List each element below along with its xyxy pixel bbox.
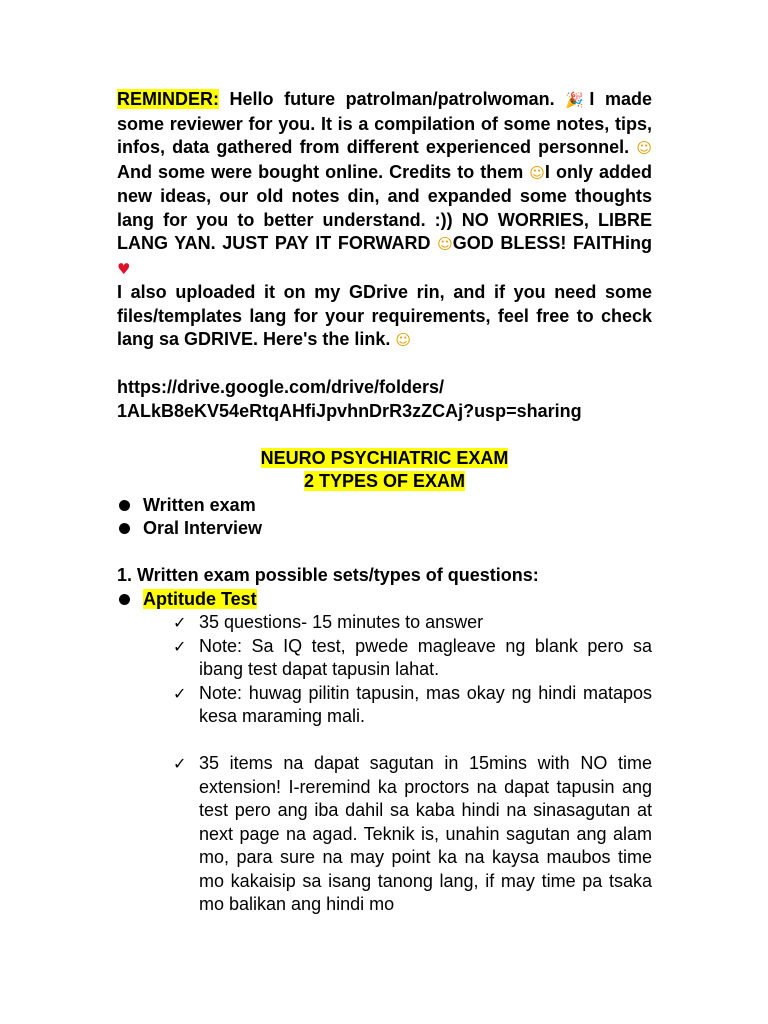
heart-icon: ♥ (117, 259, 131, 278)
list-item: ✓ Note: Sa IQ test, pwede magleave ng blank pero sa ibang test dapat tapusin lahat. (173, 635, 652, 679)
smile-icon: ☺ (437, 235, 453, 253)
list-item (117, 588, 652, 612)
section-subtitle: 2 TYPES OF EXAM (303, 471, 466, 491)
category-list (117, 588, 652, 612)
bullet-icon (119, 500, 130, 511)
check-icon: ✓ (173, 754, 187, 773)
gdrive-link-line-2[interactable]: 1ALkB8eKV54eRtqAHfiJpvhnDrR3zZCAj?usp=sharing (117, 400, 582, 421)
check-icon: ✓ (173, 613, 187, 632)
gdrive-note: I also uploaded it on my GDrive rin, and if you need some files/templates lang for your requirements, feel free to check lang sa GDRIVE. Here's the link. ☺ (117, 282, 652, 349)
aptitude-tips-list (117, 752, 652, 917)
check-icon: ✓ (173, 683, 187, 703)
gdrive-link-line-1[interactable]: https://drive.google.com/drive/folders/ (117, 377, 445, 397)
list-item: ✓ 35 items na dapat sagutan in 15mins with NO time extension! I-reremind ka proctors na dapat tapusin ang test pero ang iba dahil sa kaba hindi na sinasagutan at next page na agad. Teknik is, unahin sagutan ang alam mo, para sure na may point ka na kaysa maubos time mo kakaisip sa isang tanong lang, if may time pa tsaka mo balikan ang hindi mo (173, 753, 652, 914)
reminder-paragraph (117, 88, 652, 353)
party-popper-icon: 🎉 (565, 91, 590, 109)
bullet-icon (119, 523, 130, 534)
category-label: Aptitude Test (143, 588, 257, 609)
questions-heading: 1. Written exam possible sets/types of questions: (117, 565, 539, 585)
exam-types-list (117, 494, 652, 541)
gdrive-link[interactable] (117, 376, 652, 423)
section-heading (117, 447, 652, 494)
list-item: ✓ Note: huwag pilitin tapusin, mas okay ng hindi matapos kesa maraming mali. (173, 682, 652, 726)
smile-icon: ☺ (395, 331, 412, 349)
document-body (117, 88, 652, 917)
reminder-text: REMINDER: Hello future patrolman/patrolwoman. 🎉I made some reviewer for you. It is a compilation of some notes, tips, infos, data gathered from different experienced personnel. ☺ And some were bought online. Credits to them ☺I only added new ideas, our old notes din, and expanded some thoughts lang for you to better understand. :)) NO WORRIES, LIBRE LANG YAN. JUST PAY IT FORWARD ☺GOD BLESS! FAITHing ♥ (117, 89, 652, 278)
list-item: ✓ 35 questions- 15 minutes to answer (173, 611, 652, 635)
smile-icon: ☺ (529, 163, 545, 182)
reminder-label: REMINDER: (117, 89, 219, 109)
smile-icon: ☺ (636, 139, 652, 157)
aptitude-notes-list (117, 611, 652, 729)
bullet-icon (119, 594, 130, 605)
check-icon: ✓ (173, 636, 187, 656)
list-item: Written exam (117, 494, 652, 518)
list-item: Oral Interview (117, 517, 652, 541)
section-title: NEURO PSYCHIATRIC EXAM (260, 447, 509, 468)
